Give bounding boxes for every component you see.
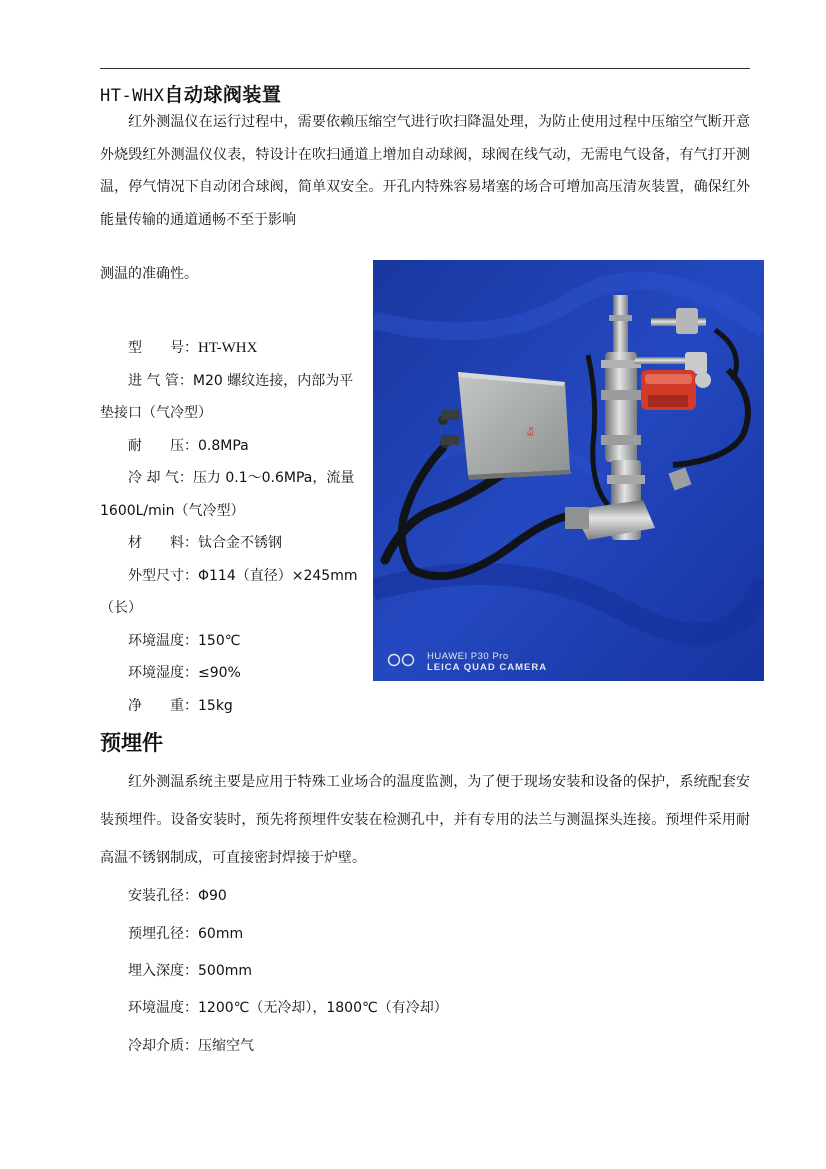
embedded-parts-intro: 红外测温系统主要是应用于特殊工业场合的温度监测，为了便于现场安装和设备的保护，系统配套安装预埋件。设备安装时，预先将预埋件安装在检测孔中，并有专用的法兰与测温探头连接。预埋件采用耐高温不锈钢制成，可直接密封焊接于炉壁。 (100, 774, 750, 866)
camera-model: HUAWEI P30 Pro (427, 651, 509, 662)
title-model: HT-WHX (100, 86, 165, 106)
product-photo (373, 260, 764, 681)
ball-valve-intro: 红外测温仪在运行过程中，需要依赖压缩空气进行吹扫降温处理，为防止使用过程中压缩空气断开意外烧毁红外测温仪仪表，特设计在吹扫通道上增加自动球阀，球阀在线气动，无需电气设备，有气打开测温，停气情况下自动闭合球阀，简单双安全。开孔内特殊容易堵塞的场合可增加高压清灰装置，确保红外能量传输的通道通畅不至于影响 (100, 114, 750, 228)
spec-model: 型 号：HT-WHX (128, 340, 258, 356)
spec-cooling-gas: 冷 却 气：压力 0.1～0.6MPa，流量1600L/min（气冷型） (100, 470, 355, 519)
section-title-embedded-parts: 预埋件 (100, 731, 163, 755)
title-text: 自动球阀装置 (164, 84, 282, 106)
spec-material: 材 料：钛合金不锈钢 (128, 535, 282, 551)
embed-spec-bore: 预埋孔径：60mm (128, 926, 244, 942)
spec-inlet: 进 气 管：M20 螺纹连接，内部为平垫接口（气冷型） (100, 372, 354, 421)
camera-watermark (391, 651, 547, 673)
product-photo-illustration (373, 260, 764, 681)
box-marking: Ex (526, 426, 536, 437)
embed-spec-temperature: 环境温度：1200℃（无冷却），1800℃（有冷却） (128, 1000, 448, 1016)
spec-pressure: 耐 压：0.8MPa (128, 437, 249, 454)
ball-valve-intro-tail: 测温的准确性。 (100, 266, 198, 282)
embed-spec-coolant: 冷却介质：压缩空气 (128, 1038, 254, 1054)
embed-spec-hole: 安装孔径：Φ90 (128, 888, 227, 904)
spec-humidity: 环境湿度：≤90% (128, 665, 241, 681)
camera-rings-icon (387, 653, 417, 667)
spec-ambient-temp: 环境温度：150℃ (128, 632, 241, 649)
embed-spec-depth: 埋入深度：500mm (128, 963, 252, 979)
spec-weight: 净 重：15kg (128, 697, 233, 714)
ball-valve-spec-list (100, 332, 365, 722)
section-title-ball-valve (100, 80, 281, 107)
camera-brand: LEICA QUAD CAMERA (427, 662, 548, 673)
header-rule (100, 68, 750, 69)
spec-dimensions: 外型尺寸：Φ114（直径）×245mm（长） (100, 567, 358, 616)
